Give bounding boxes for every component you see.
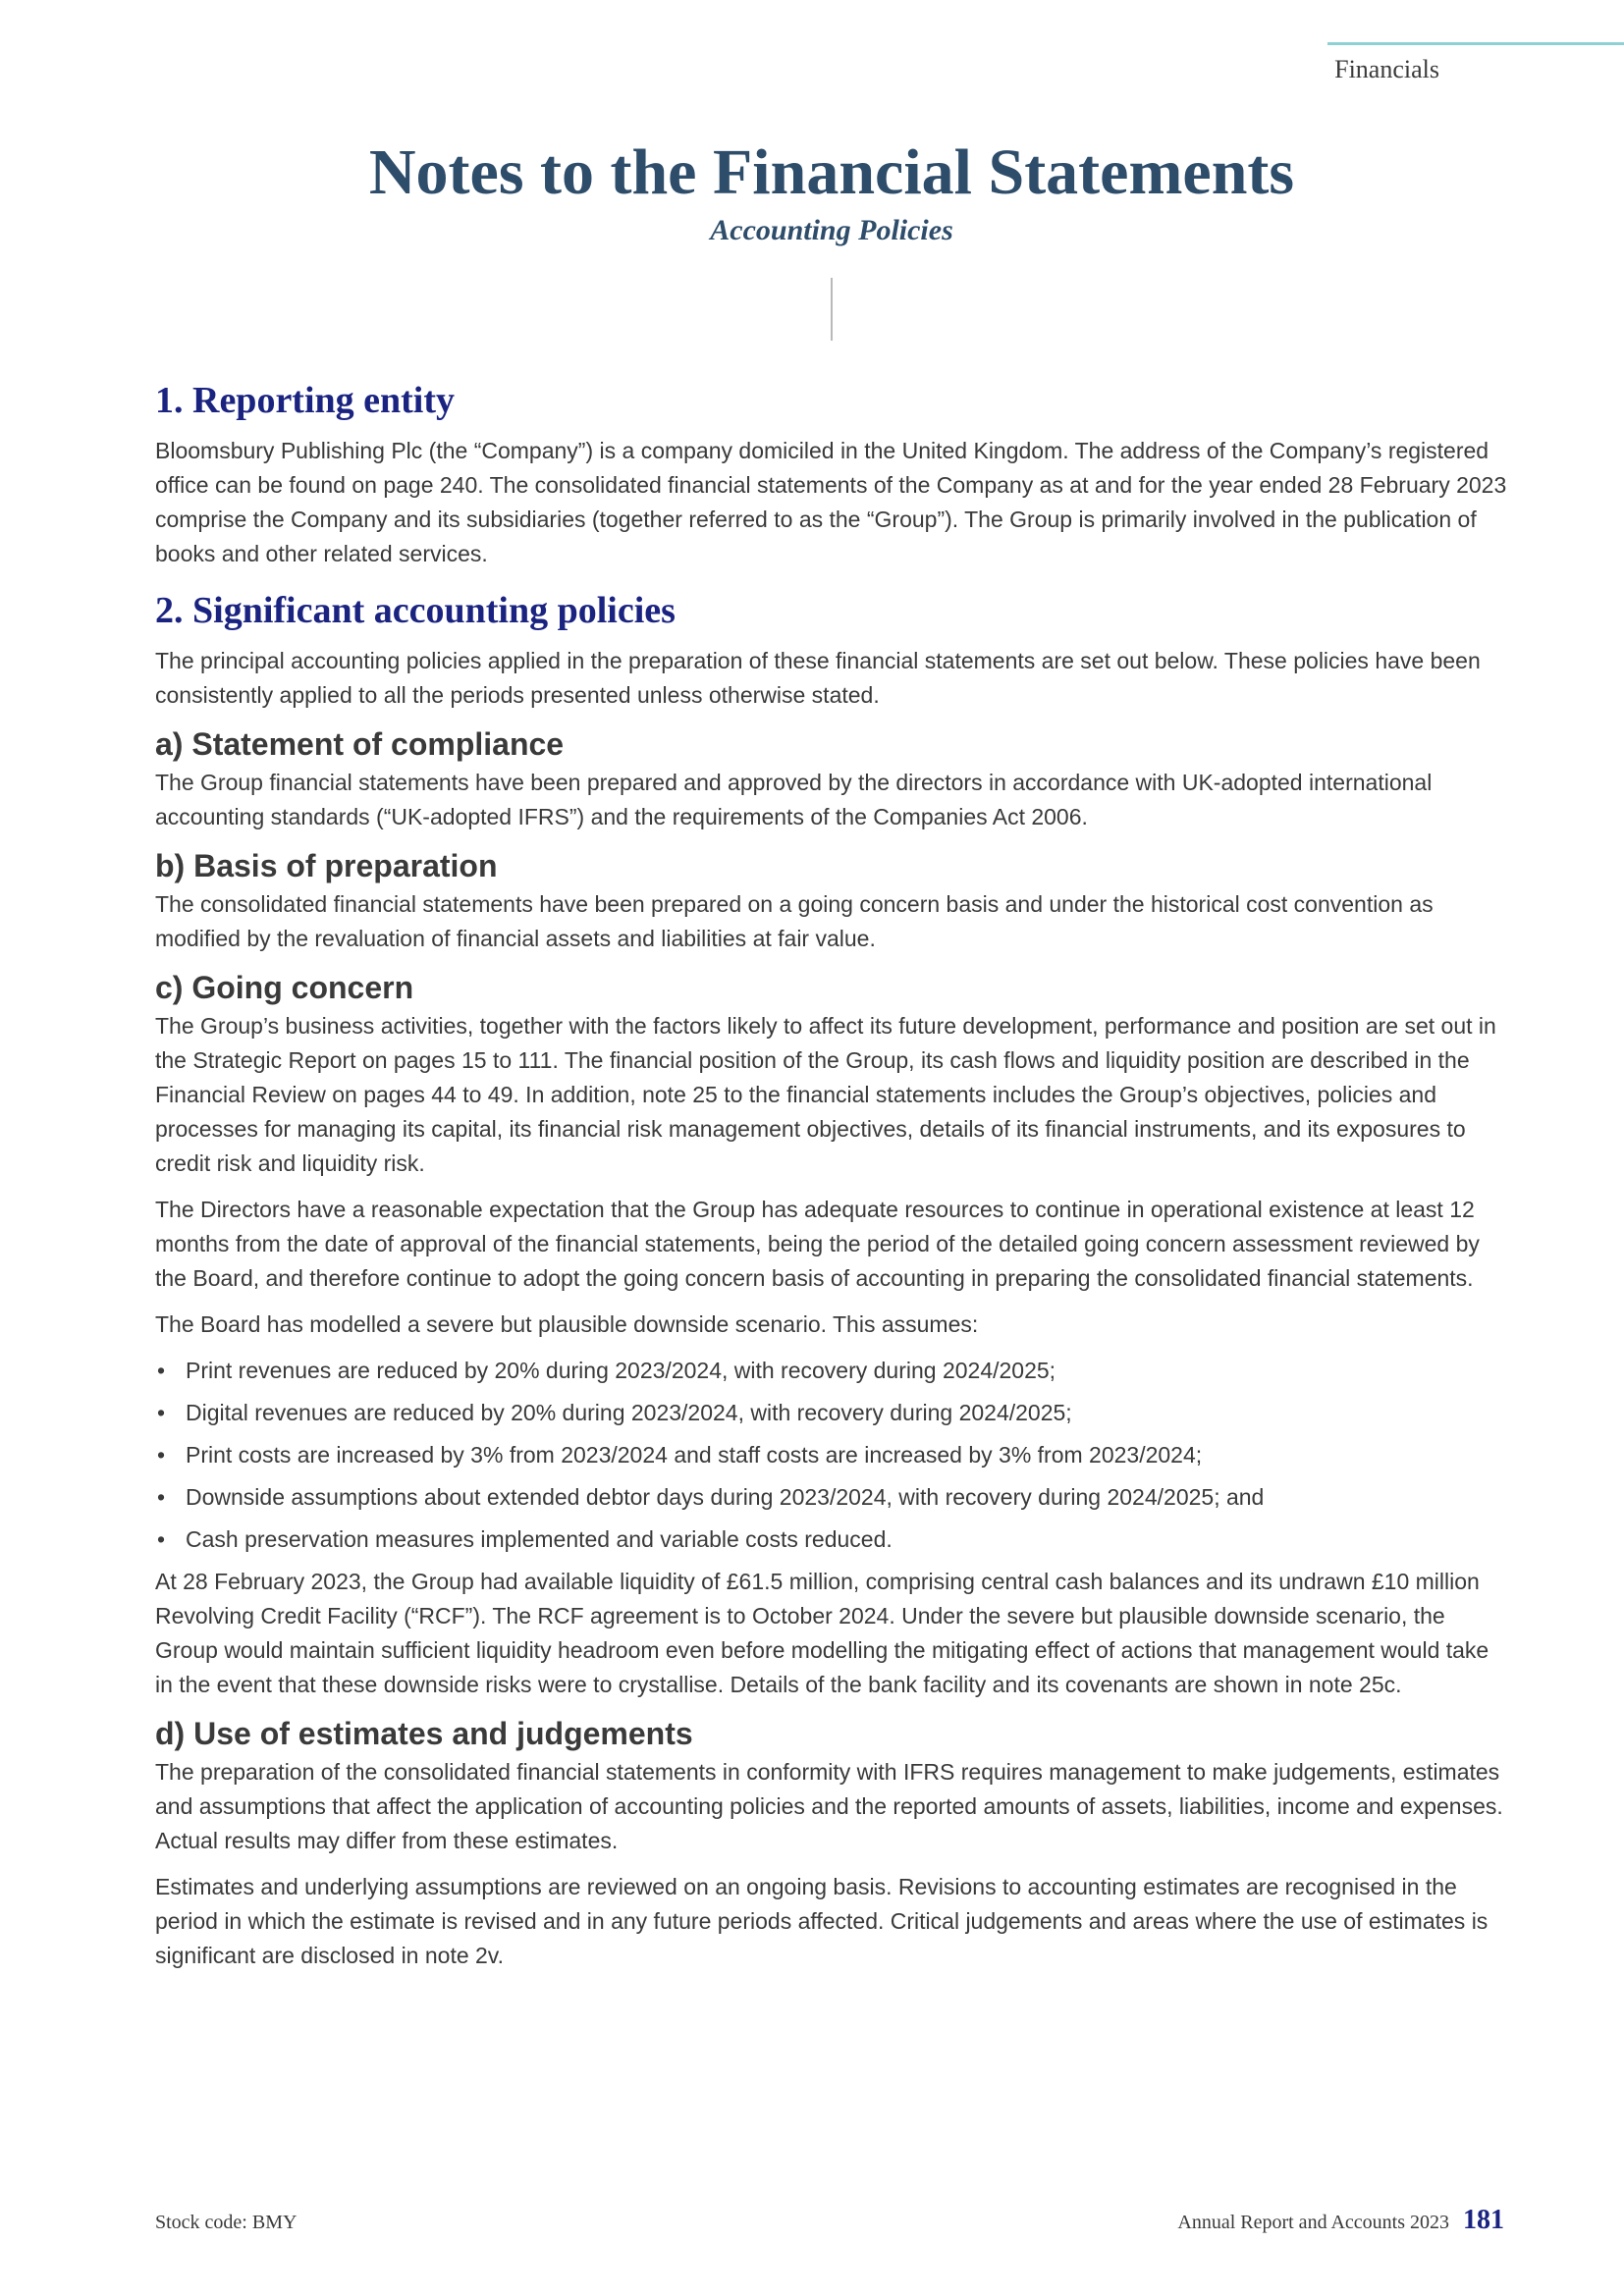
list-item: • Print revenues are reduced by 20% during 2023/2024, with recovery during 2024/2025; xyxy=(155,1354,1510,1388)
document-body xyxy=(155,373,1510,1985)
page-title: Notes to the Financial Statements xyxy=(368,136,1295,208)
footer-report-info xyxy=(1177,2205,1504,2236)
list-item: • Downside assumptions about extended debtor days during 2023/2024, with recovery during 2024/2025; and xyxy=(155,1480,1510,1515)
paragraph-going-concern-3: The Board has modelled a severe but plausible downside scenario. This assumes: xyxy=(155,1311,979,1337)
paragraph-estimates-2: Estimates and underlying assumptions are reviewed on an ongoing basis. Revisions to accounting estimates are recognised in the period in which the estimate is revised and in any future periods affected. Critical judgements and areas where the use of estimates is significant are disclosed in note 2v. xyxy=(155,1874,1489,1968)
page-number: 181 xyxy=(1463,2205,1504,2235)
paragraph-going-concern-4: At 28 February 2023, the Group had available liquidity of £61.5 million, comprising central cash balances and its undrawn £10 million Revolving Credit Facility (“RCF”). The RCF agreement is to October 2024. Under the severe but plausible downside scenario, the Group would maintain sufficient liquidity headroom even before modelling the mitigating effect of actions that management would take in the event that these downside risks were to crystallise. Details of the bank facility and its covenants are shown in note 25c. xyxy=(155,1569,1489,1697)
paragraph-estimates-1: The preparation of the consolidated financial statements in conformity with IFRS requires management to make judgements, estimates and assumptions that affect the application of accounting policies and the reported amounts of assets, liabilities, income and expenses. Actual results may differ from these estimates. xyxy=(155,1759,1503,1853)
list-item: • Print costs are increased by 3% from 2023/2024 and staff costs are increased by 3% from 2023/2024; xyxy=(155,1438,1510,1472)
paragraph-policies-intro: The principal accounting policies applied in the preparation of these financial statements are set out below. These policies have been consistently applied to all the periods presented unless otherwise stated. xyxy=(155,648,1481,708)
list-item: • Cash preservation measures implemented and variable costs reduced. xyxy=(155,1522,1510,1557)
paragraph-going-concern-1: The Group’s business activities, together with the factors likely to affect its future development, performance and position are set out in the Strategic Report on pages 15 to 111. The financial position of the Group, its cash flows and liquidity position are described in the Financial Review on pages 44 to 49. In addition, note 25 to the financial statements includes the Group’s objectives, policies and processes for managing its capital, its financial risk management objectives, details of its financial instruments, and its exposures to credit risk and liquidity risk. xyxy=(155,1013,1496,1176)
footer-report-name: Annual Report and Accounts 2023 xyxy=(1177,2212,1449,2233)
list-item: • Digital revenues are reduced by 20% during 2023/2024, with recovery during 2024/2025; xyxy=(155,1396,1510,1430)
heading-going-concern: c) Going concern xyxy=(155,970,414,1005)
header-accent-rule xyxy=(1327,42,1624,45)
paragraph-going-concern-2: The Directors have a reasonable expectation that the Group has adequate resources to continue in operational existence at least 12 months from the date of approval of the financial statements, being the period of the detailed going concern assessment reviewed by the Board, and therefore continue to adopt the going concern basis of accounting in preparing the consolidated financial statements. xyxy=(155,1197,1480,1291)
footer-stock-code: Stock code: BMY xyxy=(155,2212,298,2233)
paragraph-reporting-entity: Bloomsbury Publishing Plc (the “Company”) is a company domiciled in the United Kingdom. The address of the Company’s registered office can be found on page 240. The consolidated financial statements of the Company as at and for the year ended 28 February 2023 comprise the Company and its subsidiaries (together referred to as the “Group”). The Group is primarily involved in the publication of books and other related services. xyxy=(155,438,1507,566)
heading-significant-accounting-policies: 2. Significant accounting policies xyxy=(155,590,676,631)
paragraph-statement-of-compliance: The Group financial statements have been prepared and approved by the directors in accordance with UK-adopted international accounting standards (“UK-adopted IFRS”) and the requirements of the Companies Act 2006. xyxy=(155,770,1433,829)
heading-reporting-entity: 1. Reporting entity xyxy=(155,380,456,421)
downside-scenario-list xyxy=(155,1354,1510,1557)
heading-estimates-and-judgements: d) Use of estimates and judgements xyxy=(155,1716,693,1751)
heading-basis-of-preparation: b) Basis of preparation xyxy=(155,848,498,883)
paragraph-basis-of-preparation: The consolidated financial statements have been prepared on a going concern basis and under the historical cost convention as modified by the revaluation of financial assets and liabilities at fair value. xyxy=(155,891,1434,951)
section-label: Financials xyxy=(1334,55,1439,83)
page-subtitle: Accounting Policies xyxy=(710,214,953,246)
title-divider xyxy=(831,278,833,341)
heading-statement-of-compliance: a) Statement of compliance xyxy=(155,726,565,762)
